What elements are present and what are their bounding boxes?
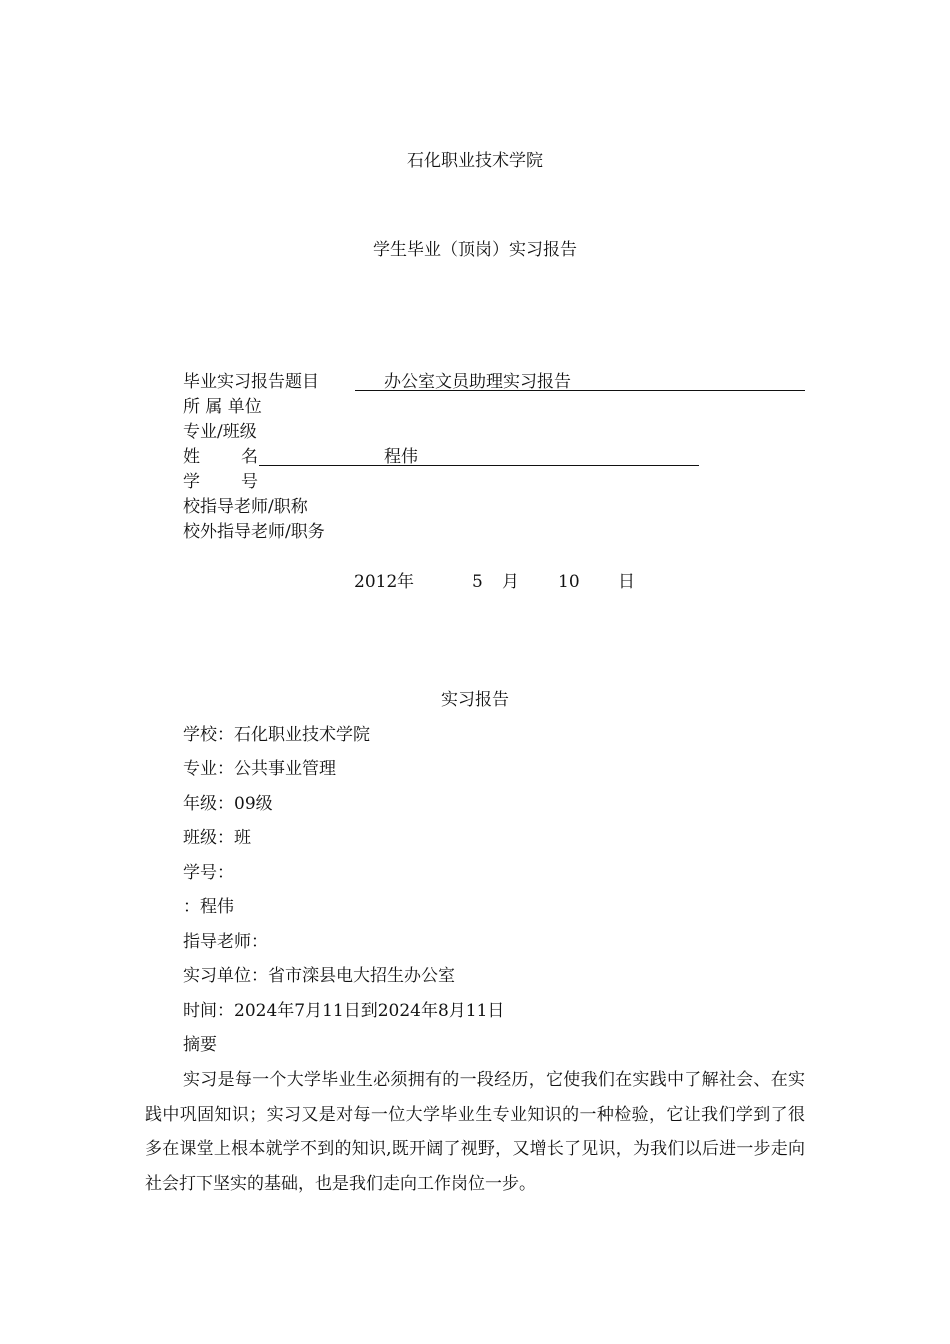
major-class-label: 专业/班级 xyxy=(183,422,257,442)
external-advisor-label: 校外指导老师/职务 xyxy=(183,522,325,542)
date-day-unit: 日 xyxy=(618,572,635,592)
info-class: 班级：班 xyxy=(183,828,251,848)
name-label-2: 名 xyxy=(241,447,258,467)
date-month: 5 xyxy=(472,572,483,592)
unit-label: 所 属 单位 xyxy=(183,397,262,417)
info-internship-unit: 实习单位：省市滦县电大招生办公室 xyxy=(183,966,455,986)
name-value: 程伟 xyxy=(384,447,418,467)
report-title: 学生毕业（顶岗）实习报告 xyxy=(373,240,577,260)
info-name: ：程伟 xyxy=(183,897,234,917)
info-advisor: 指导老师： xyxy=(183,932,268,952)
name-label-1: 姓 xyxy=(183,447,200,467)
report-heading: 实习报告 xyxy=(441,690,509,710)
date-year: 2012 xyxy=(354,572,398,592)
info-time: 时间：2024年7月11日到2024年8月11日 xyxy=(183,1001,505,1021)
abstract-heading: 摘要 xyxy=(183,1035,217,1055)
school-advisor-label: 校指导老师/职称 xyxy=(183,497,308,517)
info-major: 专业：公共事业管理 xyxy=(183,759,336,779)
info-grade: 年级：09级 xyxy=(183,794,273,814)
topic-label: 毕业实习报告题目 xyxy=(183,372,319,392)
name-underline xyxy=(259,465,699,466)
info-school: 学校：石化职业技术学院 xyxy=(183,725,370,745)
abstract-paragraph: 实习是每一个大学毕业生必须拥有的一段经历，它使我们在实践中了解社会、在实践中巩固知识；实习又是对每一位大学毕业生专业知识的一种检验，它让我们学到了很多在课堂上根本就学不到的知识,既开阔了视野，又增长了见识，为我们以后进一步走向社会打下坚实的基础，也是我们走向工作岗位一步。 xyxy=(145,1070,805,1194)
topic-underline xyxy=(355,390,805,391)
id-label-1: 学 xyxy=(183,472,200,492)
date-year-unit: 年 xyxy=(397,572,414,592)
id-label-2: 号 xyxy=(241,472,258,492)
date-month-unit: 月 xyxy=(502,572,519,592)
info-student-id: 学号： xyxy=(183,863,234,883)
date-day: 10 xyxy=(558,572,580,592)
school-name: 石化职业技术学院 xyxy=(407,151,543,171)
topic-value: 办公室文员助理实习报告 xyxy=(384,372,571,392)
